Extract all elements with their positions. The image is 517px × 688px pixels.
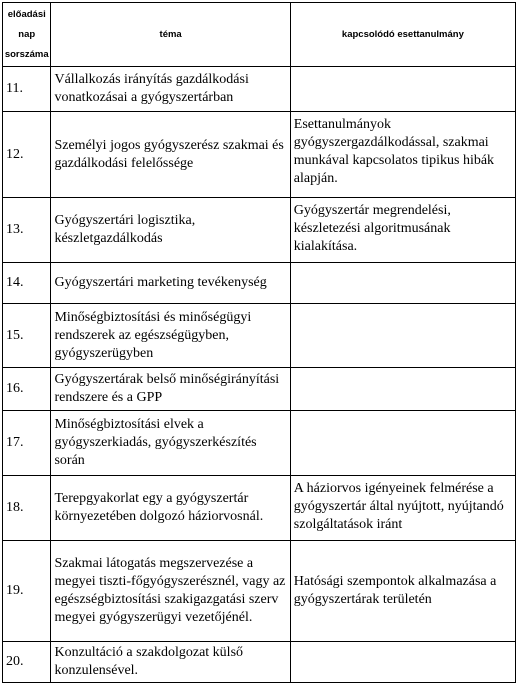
row-topic: Szakmai látogatás megszervezése a megyei tiszti-főgyógyszerésznél, vagy az egészségbiztosítási szakigazgatási szerv megyei gyógyszerügyi vezetőjénél. xyxy=(51,541,290,642)
row-number: 19. xyxy=(3,541,51,642)
row-case-study xyxy=(290,67,515,112)
table-row xyxy=(3,67,516,112)
row-topic: Vállalkozás irányítás gazdálkodási vonatkozásai a gyógyszertárban xyxy=(51,67,290,112)
table-row xyxy=(3,368,516,411)
header-row xyxy=(3,3,516,67)
row-number: 15. xyxy=(3,304,51,368)
table-row xyxy=(3,198,516,263)
row-case-study: Esettanulmányok gyógyszergazdálkodással, szakmai munkával kapcsolatos tipikus hibák alapján. xyxy=(290,112,515,198)
row-case-study: Hatósági szempontok alkalmazása a gyógyszertárak területén xyxy=(290,541,515,642)
row-number: 20. xyxy=(3,642,51,683)
table-row xyxy=(3,112,516,198)
row-topic: Gyógyszertári logisztika, készletgazdálkodás xyxy=(51,198,290,263)
row-case-study xyxy=(290,642,515,683)
row-topic: Konzultáció a szakdolgozat külső konzulensével. xyxy=(51,642,290,683)
row-topic: Gyógyszertári marketing tevékenység xyxy=(51,263,290,304)
row-topic: Minőségbiztosítási elvek a gyógyszerkiadás, gyógyszerkészítés során xyxy=(51,411,290,476)
header-topic: téma xyxy=(51,3,290,67)
row-case-study xyxy=(290,304,515,368)
row-topic: Személyi jogos gyógyszerész szakmai és gazdálkodási felelőssége xyxy=(51,112,290,198)
row-number: 16. xyxy=(3,368,51,411)
row-case-study xyxy=(290,368,515,411)
row-topic: Minőségbiztosítási és minőségügyi rendszerek az egészségügyben, gyógyszerügyben xyxy=(51,304,290,368)
table-row xyxy=(3,642,516,683)
row-number: 13. xyxy=(3,198,51,263)
row-topic: Gyógyszertárak belső minőségirányítási rendszere és a GPP xyxy=(51,368,290,411)
row-number: 12. xyxy=(3,112,51,198)
header-day-number: előadási nap sorszáma xyxy=(3,3,51,67)
header-case-study: kapcsolódó esettanulmány xyxy=(290,3,515,67)
row-case-study: Gyógyszertár megrendelési, készletezési algoritmusának kialakítása. xyxy=(290,198,515,263)
row-case-study xyxy=(290,263,515,304)
row-number: 11. xyxy=(3,67,51,112)
row-topic: Terepgyakorlat egy a gyógyszertár környezetében dolgozó háziorvosnál. xyxy=(51,476,290,541)
curriculum-table xyxy=(2,2,516,683)
table-row xyxy=(3,476,516,541)
table-row xyxy=(3,263,516,304)
table-row xyxy=(3,304,516,368)
row-number: 18. xyxy=(3,476,51,541)
row-number: 17. xyxy=(3,411,51,476)
row-case-study: A háziorvos igényeinek felmérése a gyógyszertár által nyújtott, nyújtandó szolgáltatások iránt xyxy=(290,476,515,541)
table-row xyxy=(3,411,516,476)
table-row xyxy=(3,541,516,642)
row-case-study xyxy=(290,411,515,476)
row-number: 14. xyxy=(3,263,51,304)
